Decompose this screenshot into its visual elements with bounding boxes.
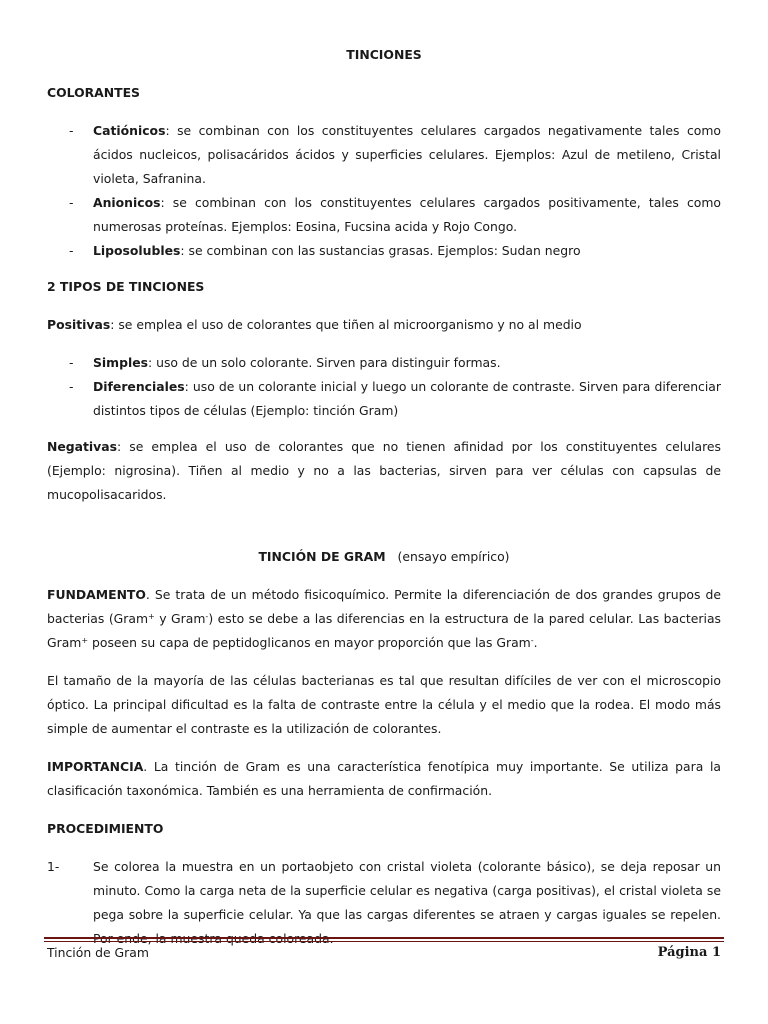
list-marker: - (69, 355, 74, 370)
list-item (47, 239, 721, 263)
definition: : se combinan con los constituyentes celulares cargados positivamente, tales como numerosas proteínas. Ejemplos: Eosina, Fucsina acida y Rojo Congo. (93, 195, 721, 234)
footer-rule (44, 937, 724, 939)
document-title: TINCIONES (346, 47, 422, 62)
superscript-plus: + (81, 636, 89, 645)
tipos-heading: 2 TIPOS DE TINCIONES (47, 279, 205, 294)
term: Catiónicos (93, 123, 166, 138)
step-text: Se colorea la muestra en un portaobjeto con cristal violeta (colorante básico), se deja reposar un minuto. Como la carga neta de la superficie celular es negativa (carga positivas), el cristal violeta se pega sobre la superficie celular. Ya que las cargas diferentes se atraen y cargas iguales se repelen. (93, 859, 721, 922)
superscript-minus: - (205, 612, 209, 621)
definition: . La tinción de Gram es una característica fenotípica muy importante. Se utiliza para la clasificación taxonómica. También es una herramienta de confirmación. (47, 759, 721, 798)
colorantes-list (47, 119, 721, 263)
importancia-paragraph (47, 755, 721, 803)
page-number: Página 1 (657, 945, 721, 960)
gram-section-title (47, 545, 721, 569)
definition: : se combinan con las sustancias grasas. Ejemplos: Sudan negro (180, 243, 581, 258)
positivas-paragraph (47, 313, 721, 337)
definition: : uso de un solo colorante. Sirven para distinguir formas. (147, 355, 501, 370)
term: IMPORTANCIA (47, 759, 144, 774)
negativas-paragraph (47, 435, 721, 507)
text-run: poseen su capa de peptidoglicanos en mayor proporción que las Gram (88, 635, 531, 650)
term: Simples (93, 355, 148, 370)
list-marker: - (69, 243, 74, 258)
term: Anionicos (93, 195, 161, 210)
list-marker: - (69, 379, 74, 394)
gram-subtitle: (ensayo empírico) (397, 549, 510, 564)
superscript-plus: + (148, 612, 155, 621)
definition: : se combinan con los constituyentes celulares cargados negativamente tales como ácidos nucleicos, polisacáridos ácidos y superficies celulares. Ejemplos: Azul de metileno, Cristal violeta, Safranina. (93, 123, 721, 186)
list-marker: - (69, 195, 74, 210)
list-item (47, 191, 721, 239)
term: FUNDAMENTO (47, 587, 146, 602)
list-item (47, 119, 721, 191)
text-run: ) esto se debe a las diferencias en la estructura de la pared celular. Las bacterias Gram (47, 611, 721, 650)
fundamento-paragraph (47, 583, 721, 655)
colorantes-heading: COLORANTES (47, 85, 140, 100)
tipos-list (47, 351, 721, 423)
definition: : se emplea el uso de colorantes que tiñen al microorganismo y no al medio (110, 317, 582, 332)
procedimiento-heading: PROCEDIMIENTO (47, 821, 164, 836)
text-run: . Se trata de un método fisicoquímico. Permite la diferenciación de dos grandes grupos de bacterias (Gram (47, 587, 721, 626)
list-item (47, 351, 721, 375)
list-marker: - (69, 123, 74, 138)
text-run: y Gram (154, 611, 206, 626)
term: Positivas (47, 317, 111, 332)
footer-title: Tinción de Gram (47, 945, 149, 960)
superscript-minus: - (530, 636, 534, 645)
list-marker: 1- (47, 859, 60, 874)
definition: : uso de un colorante inicial y luego un colorante de contraste. Sirven para diferenciar distintos tipos de células (Ejemplo: tinción Gram) (93, 379, 721, 418)
tamano-paragraph: El tamaño de la mayoría de las células bacterianas es tal que resultan difíciles de ver con el microscopio óptico. La principal dificultad es la falta de contraste entre la célula y el medio que la rodea. El modo más simple de aumentar el contraste es la utilización de colorantes. (47, 673, 721, 736)
list-item (47, 375, 721, 423)
gram-title: TINCIÓN DE GRAM (258, 549, 386, 564)
footer-rule (44, 941, 724, 942)
term: Negativas (47, 439, 117, 454)
term: Liposolubles (93, 243, 181, 258)
text-run: . (533, 635, 538, 650)
document-page (47, 43, 721, 963)
definition: : se emplea el uso de colorantes que no tienen afinidad por los constituyentes celulares (Ejemplo: nigrosina). Tiñen al medio y no a las bacterias, sirven para ver células con capsulas de mucopolisacaridos. (47, 439, 721, 502)
term: Diferenciales (93, 379, 185, 394)
